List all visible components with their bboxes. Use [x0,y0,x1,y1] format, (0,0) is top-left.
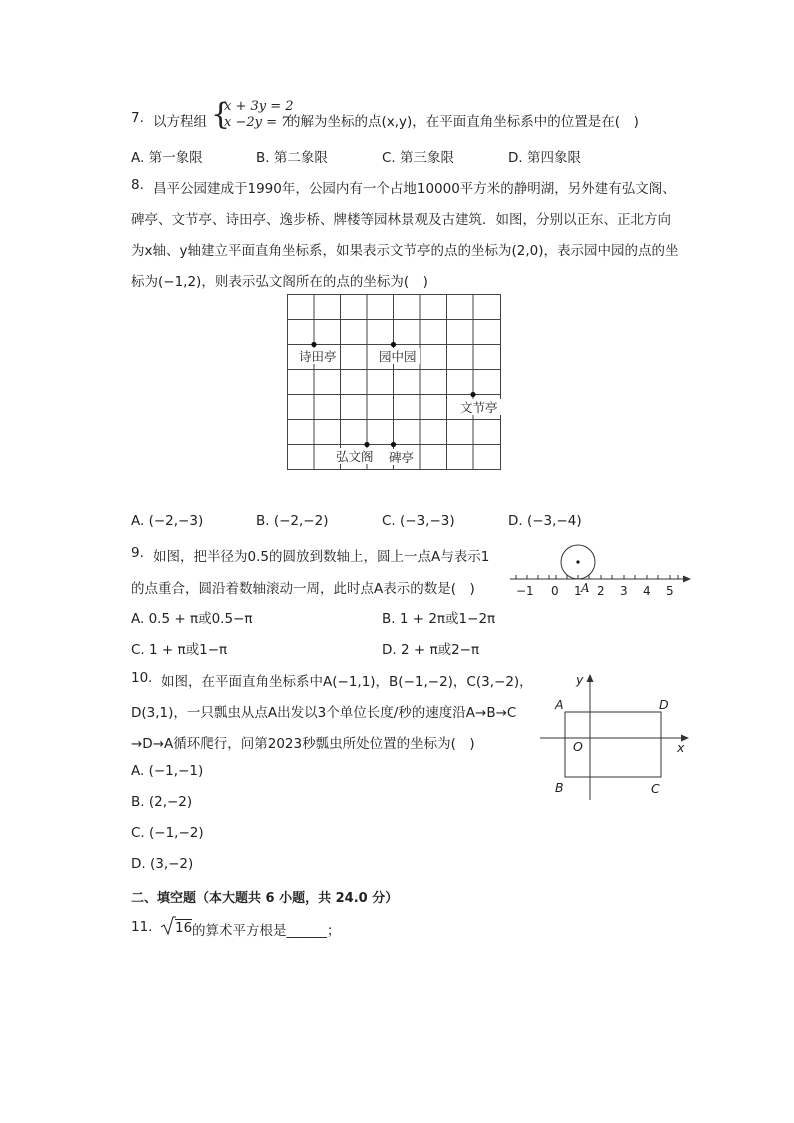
q8-line-4: 标为(−1,2)，则表示弘文阁所在的点的坐标为( ) [131,274,428,290]
tick-0: 0 [551,584,559,598]
shitian-point [311,342,316,347]
sqrt-sign [160,915,176,937]
q8-option-d: D. (−3,−4) [508,513,582,529]
tick-3: 3 [620,584,628,598]
q10-option-c: C. (−1,−2) [131,825,204,841]
yuanzhong-point [391,342,396,347]
q9-line-2: 的点重合，圆沿着数轴滚动一周，此时点A表示的数是( ) [131,581,475,597]
point-a-label: A [581,581,590,595]
q9-number: 9. [131,545,144,561]
q10-option-b: B. (2,−2) [131,794,193,810]
q7-equation-1: x + 3y = 2 [224,99,294,114]
q9-option-b: B. 1 + 2π或1−2π [382,611,496,627]
q7-equation-2: x −2y = 7 [224,115,290,130]
q10-option-a: A. (−1,−1) [131,763,204,779]
coordinate-rectangle-figure [535,667,697,805]
q7-option-a: A. 第一象限 [131,150,203,166]
equation-brace: { [211,97,231,132]
q9-option-c: C. 1 + π或1−π [131,642,228,658]
hongwen-point [364,442,369,447]
q8-line-1: 昌平公园建成于1990年，公园内有一个占地10000平方米的静明湖，另外建有弘文阁、 [153,181,676,197]
q7-option-d: D. 第四象限 [508,150,581,166]
q10-line-2: D(3,1)，一只瓢虫从点A出发以3个单位长度/秒的速度沿A→B→C [131,705,517,721]
q9-option-d: D. 2 + π或2−π [382,642,480,658]
origin-label: O [573,739,583,754]
q7-number: 7. [131,110,144,126]
point-a-label: A [555,697,564,712]
q10-number: 10. [131,670,153,686]
point-c-label: C [651,781,660,796]
label-wenjie: 文节亭 [460,400,498,415]
tick-1: 1 [574,584,582,598]
q10-option-d: D. (3,−2) [131,856,194,872]
tick-4: 4 [643,584,651,598]
q9-option-a: A. 0.5 + π或0.5−π [131,611,253,627]
point-b-label: B [555,780,564,795]
q11-number: 11. [131,919,153,935]
q8-line-3: 为x轴、y轴建立平面直角坐标系，如果表示文节亭的点的坐标为(2,0)，表示园中园的点的坐 [131,243,679,259]
tick-minus-1: −1 [516,584,534,598]
tick-5: 5 [666,584,674,598]
y-axis-label: y [576,672,584,687]
q9-line-1: 如图，把半径为0.5的圆放到数轴上，圆上一点A与表示1 [153,549,490,565]
section-heading: 二、填空题（本大题共 6 小题，共 24.0 分） [131,891,399,906]
q8-number: 8. [131,177,144,193]
q7-lead: 以方程组 [153,114,207,130]
wenjie-point [470,392,475,397]
point-d-label: D [659,697,669,712]
label-yuanzhong: 园中园 [379,349,417,364]
beiting-point [391,442,396,447]
q11-text: 的算术平方根是______； [192,923,341,939]
q7-option-b: B. 第二象限 [256,150,328,166]
q8-option-a: A. (−2,−3) [131,513,204,529]
q11-radicand: 16 [175,920,193,936]
number-line-figure [505,540,695,602]
label-shitian: 诗田亭 [299,349,337,364]
x-axis-label: x [677,740,685,755]
label-hongwen: 弘文阁 [336,449,374,464]
q10-line-3: →D→A循环爬行，问第2023秒瓢虫所处位置的坐标为( ) [131,736,475,752]
q8-line-2: 碑亭、文节亭、诗田亭、逸步桥、牌楼等园林景观及古建筑．如图，分别以正东、正北方向 [131,212,671,228]
park-grid-map [280,290,510,475]
q8-option-b: B. (−2,−2) [256,513,329,529]
q7-option-c: C. 第三象限 [382,150,455,166]
tick-2: 2 [597,584,605,598]
label-beiting: 碑亭 [389,450,415,465]
q10-line-1: 如图，在平面直角坐标系中A(−1,1)，B(−1,−2)，C(3,−2)， [161,674,533,690]
q8-option-c: C. (−3,−3) [382,513,455,529]
q7-tail: 的解为坐标的点(x,y)，在平面直角坐标系中的位置是在( ) [287,114,639,130]
